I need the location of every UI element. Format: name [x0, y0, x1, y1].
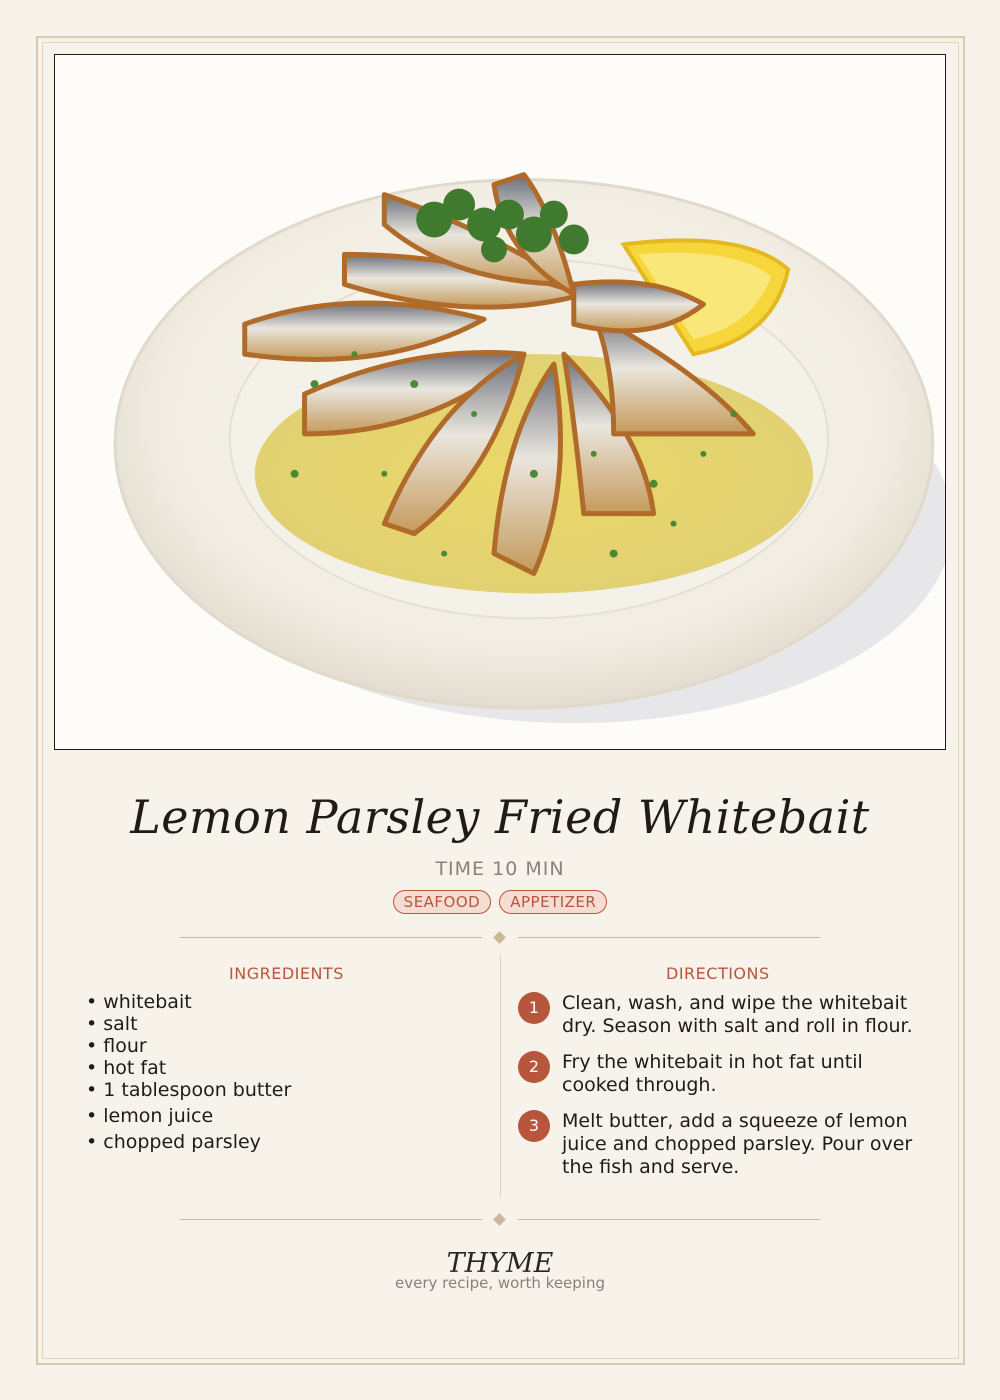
- diamond-ornament-icon: [493, 931, 506, 944]
- step-text: Melt butter, add a squeeze of lemon juice and chopped parsley. Pour over the fish and serve.: [562, 1110, 913, 1178]
- recipe-title: Lemon Parsley Fried Whitebait: [130, 790, 870, 844]
- cook-time: TIME 10 MIN: [435, 858, 565, 880]
- column-separator: [500, 955, 501, 1197]
- step-text: Fry the whitebait in hot fat until cooked through.: [562, 1051, 863, 1096]
- directions-list: [518, 992, 928, 1192]
- list-item: • flour: [86, 1035, 147, 1057]
- tag-list: [0, 890, 1000, 914]
- list-item: • lemon juice: [86, 1105, 214, 1127]
- step-number-badge: 2: [518, 1051, 550, 1083]
- list-item: • chopped parsley: [86, 1131, 261, 1153]
- brand-tagline: every recipe, worth keeping: [394, 1274, 605, 1292]
- step-number-badge: 3: [518, 1110, 550, 1142]
- ingredients-heading: INGREDIENTS: [229, 964, 344, 983]
- step-number-badge: 1: [518, 992, 550, 1024]
- list-item: • salt: [86, 1013, 138, 1035]
- divider-bottom: [180, 1214, 820, 1226]
- directions-heading: DIRECTIONS: [666, 964, 770, 983]
- list-item: • whitebait: [86, 991, 192, 1013]
- step-text: Clean, wash, and wipe the whitebait dry. Season with salt and roll in flour.: [562, 992, 913, 1037]
- diamond-ornament-icon: [493, 1213, 506, 1226]
- tag-appetizer[interactable]: APPETIZER: [499, 890, 607, 914]
- divider-top: [180, 932, 820, 944]
- direction-step: [518, 992, 928, 1038]
- list-item: • 1 tablespoon butter: [86, 1079, 292, 1101]
- ingredients-list: [86, 991, 291, 1153]
- direction-step: [518, 1051, 928, 1097]
- dish-illustration: [54, 54, 946, 750]
- tag-seafood[interactable]: SEAFOOD: [393, 890, 492, 914]
- list-item: • hot fat: [86, 1057, 167, 1079]
- brand-logo: THYME: [446, 1248, 554, 1279]
- direction-step: [518, 1110, 928, 1179]
